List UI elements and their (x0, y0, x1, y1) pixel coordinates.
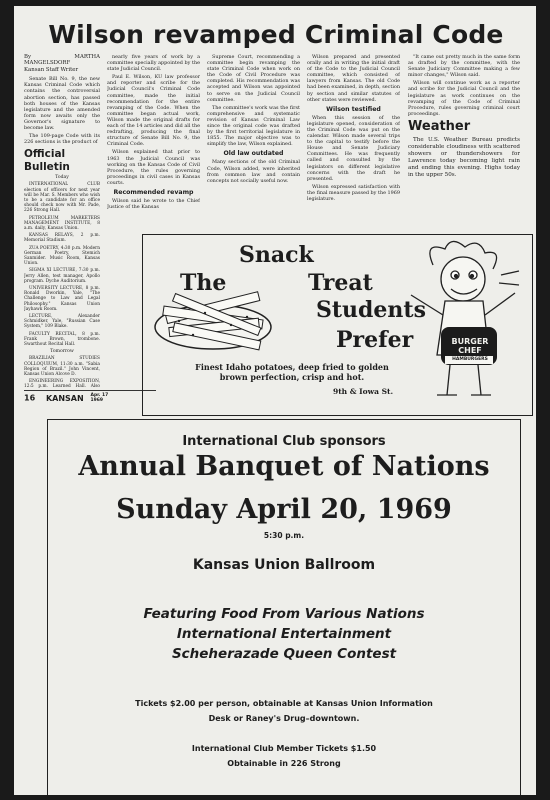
ad-word: The (180, 270, 227, 296)
story-paragraph: When this session of the legislature opened, consideration of the Criminal Code was put on the calendar. Wilson made several trips to the capital to testify before the House and Senate Judiciary Committees. He was frequently called and consulted by the legislators on different legislative concerns with the draft he presented. (307, 114, 400, 182)
bulletin-today: Today (55, 175, 69, 181)
ad-word: Students (316, 297, 426, 323)
folio-date (90, 393, 108, 403)
banquet-date: Sunday April 20, 1969 (116, 494, 452, 525)
folio-paper: KANSAN (45, 393, 84, 403)
folio-page: 16 (24, 393, 36, 403)
weather-text: The U.S. Weather Bureau predicts considerable cloudiness with scattered showers or thundershowers for Lawrence today becoming light rain and ending this evening. Highs today in the upper 50s. (408, 136, 520, 178)
story-paragraph: Wilson explained that prior to 1963 the Judicial Council was working on the Kansas Code of Civil Procedure, the rules governing proceedings in civil cases in Kansas courts. (107, 149, 200, 186)
bulletin-item: ENGINEERING EXPOSITION, 12:5 p.m. Learned Hall. Also (24, 379, 100, 388)
bulletin-title: Official Bulletin (24, 148, 70, 174)
banquet-member-tickets: Obtainable in 226 Strong (227, 759, 341, 768)
banquet-title: Annual Banquet of Nations (78, 451, 490, 482)
column-2 (107, 54, 200, 232)
bulletin-tomorrow: Tomorrow (50, 349, 74, 355)
bulletin-item: INTERNATIONAL CLUB election of officers for next year will be Mar. S. Members who wish to be a candidate for an office should check now with Mr. Pade, 226 Strong Hall. (24, 182, 100, 214)
weather-title: Weather (408, 118, 471, 134)
story-paragraph: Paul E. Wilson, KU law professor and reporter and scribe for the Judicial Council's Criminal Code committee, made the initial recommendation for the entire revamping of the Code. When the committee began actual work, Wilson made the original drafts for each of the 14 articles and did all the redrafting, producing the final structure of Senate Bill No. 9, the Criminal Code. (107, 74, 200, 148)
subhead: Old law outdated (223, 150, 284, 158)
folio-date-line: Apr. 17 (90, 393, 109, 398)
column-3 (207, 54, 300, 232)
bulletin-item: FACULTY RECITAL, 8 p.m. Frank Brown, trombone. Swarthout Recital Hall. (24, 331, 100, 348)
byline-role: Kansan Staff Writer (24, 66, 79, 73)
banquet-venue: Kansas Union Ballroom (192, 557, 376, 573)
banquet-feature: International Entertainment (176, 626, 392, 642)
story-paragraph: Wilson said he wrote to the Chief Justice of the Kansas (107, 197, 200, 211)
folio-date-line: 1969 (90, 398, 103, 403)
banquet-member-tickets: International Club Member Tickets $1.50 (191, 744, 377, 753)
banquet-sponsor: International Club sponsors (182, 434, 386, 449)
story-paragraph: Supreme Court, recommending a committee begin revamping the state Criminal Code when work on the Code of Civil Procedure was completed. His recommendation was accepted and Wilson was appointed to serve on the Judicial Council committee. (207, 54, 300, 103)
story-paragraph: Senate Bill No. 9, the new Kansas Criminal Code which contains the controversial abortion section, has passed both houses of the Kansas legislature and the amended form now awaits only the Governor's signature to become law. (24, 76, 100, 131)
bulletin-item: SIGMA XI LECTURE, 7:30 p.m. Jerry Allen, test manager, Apollo program. Dyche Auditorium. (24, 268, 100, 284)
column-5 (408, 54, 520, 232)
bulletin-item: KANSAS RELAYS, 2 p.m. Memorial Stadium. (24, 233, 100, 244)
folio (24, 393, 156, 404)
snack-ad (142, 234, 533, 416)
bulletin-item: ZUA POETRY, 4:30 p.m. Modern German Poetry, Stemich Sanmider. Music Room, Kansas Union. (24, 245, 100, 267)
subhead: Recommended revamp (113, 188, 194, 196)
ad-address: 9th & Iowa St. (333, 387, 394, 396)
banquet-tickets: Tickets $2.00 per person, obtainable at Kansas Union Information (135, 699, 433, 708)
sign-line: HAMBURGERS (452, 357, 488, 362)
ad-word: Treat (308, 270, 373, 296)
story-paragraph: nearly five years of work by a committee specially appointed by the state Judicial Council. (107, 54, 200, 73)
headline: Wilson revamped Criminal Code (48, 20, 504, 49)
banquet-tickets: Desk or Raney's Drug–downtown. (208, 714, 360, 723)
burger-chef-mascot (393, 235, 529, 413)
byline (24, 54, 100, 73)
bulletin-item: UNIVERSITY LECTURE, 8 p.m. Ronald Dworkin, Yale, "The Challenge to Law and Legal Philosophy." Kansas Union Jayhawk Room. (24, 286, 100, 312)
banquet-feature: Scheherazade Queen Contest (171, 646, 397, 662)
bulletin-item: PETROLEUM MARKETERS MANAGEMENT INSTITUTE, 8 a.m. daily, Kansas Union. (24, 215, 100, 231)
story-paragraph: Wilson will continue work as a reporter and scribe for the Judicial Council and the legislature as work continues on the revamping of the Code of Criminal Procedure, rules governing criminal court proceedings. (408, 80, 520, 117)
story-paragraph: "It came out pretty much in the same form as drafted by the committee, with the Senate Judiciary Committee making a few minor changes," Wilson said. (408, 54, 520, 79)
column-1 (24, 54, 100, 388)
folio-rule (24, 390, 156, 391)
ad-word: Snack (239, 242, 314, 268)
banquet-feature: Featuring Food From Various Nations (143, 606, 425, 622)
subhead: Wilson testified (326, 105, 381, 113)
column-4 (307, 54, 400, 232)
newspaper-page (14, 6, 536, 795)
banquet-ad (47, 419, 521, 795)
bulletin-item: BRAZILIAN STUDIES COLLOQUIUM, 11:30 a.m. "Sabia Region of Brazil." John Vincent, Kansas Union Alcove D. (24, 356, 100, 377)
banquet-time: 5:30 p.m. (263, 531, 305, 540)
sign-line: BURGER (451, 337, 489, 346)
story-paragraph: Wilson prepared and presented orally and in writing the initial draft of the Code to the Judicial Council committee, which consisted of lawyers from Kansas. The old Code had been examined, in depth, section by section and similar statutes of other states were reviewed. (307, 54, 400, 103)
byline-name: By MARTHA MANGELSDORF (24, 54, 100, 67)
story-paragraph: The 109-page Code with its 226 sections is the product of (24, 133, 100, 146)
burger-chef-sign (439, 337, 501, 355)
bulletin-item: LECTURE, Alexander Schmidker, Yale, "Russian Case System," 109 Blake. (24, 314, 100, 330)
sign-line: CHEF (458, 346, 482, 355)
ad-word: Prefer (336, 327, 414, 353)
ad-description: Finest Idaho potatoes, deep fried to golden brown perfection, crisp and hot. (195, 362, 389, 382)
story-paragraph: Wilson expressed satisfaction with the final measure passed by the 1969 legislature. (307, 183, 400, 202)
story-paragraph: Many sections of the old Criminal Code, Wilson added, were inherited from common law and contain concepts not socially useful now. (207, 159, 300, 184)
story-paragraph: The committee's work was the first comprehensive and systematic revision of Kansas Criminal Law since the original code was drafted by the first territorial legislature in 1855. The major objective was to simplify the law, Wilson explained. (207, 104, 300, 148)
